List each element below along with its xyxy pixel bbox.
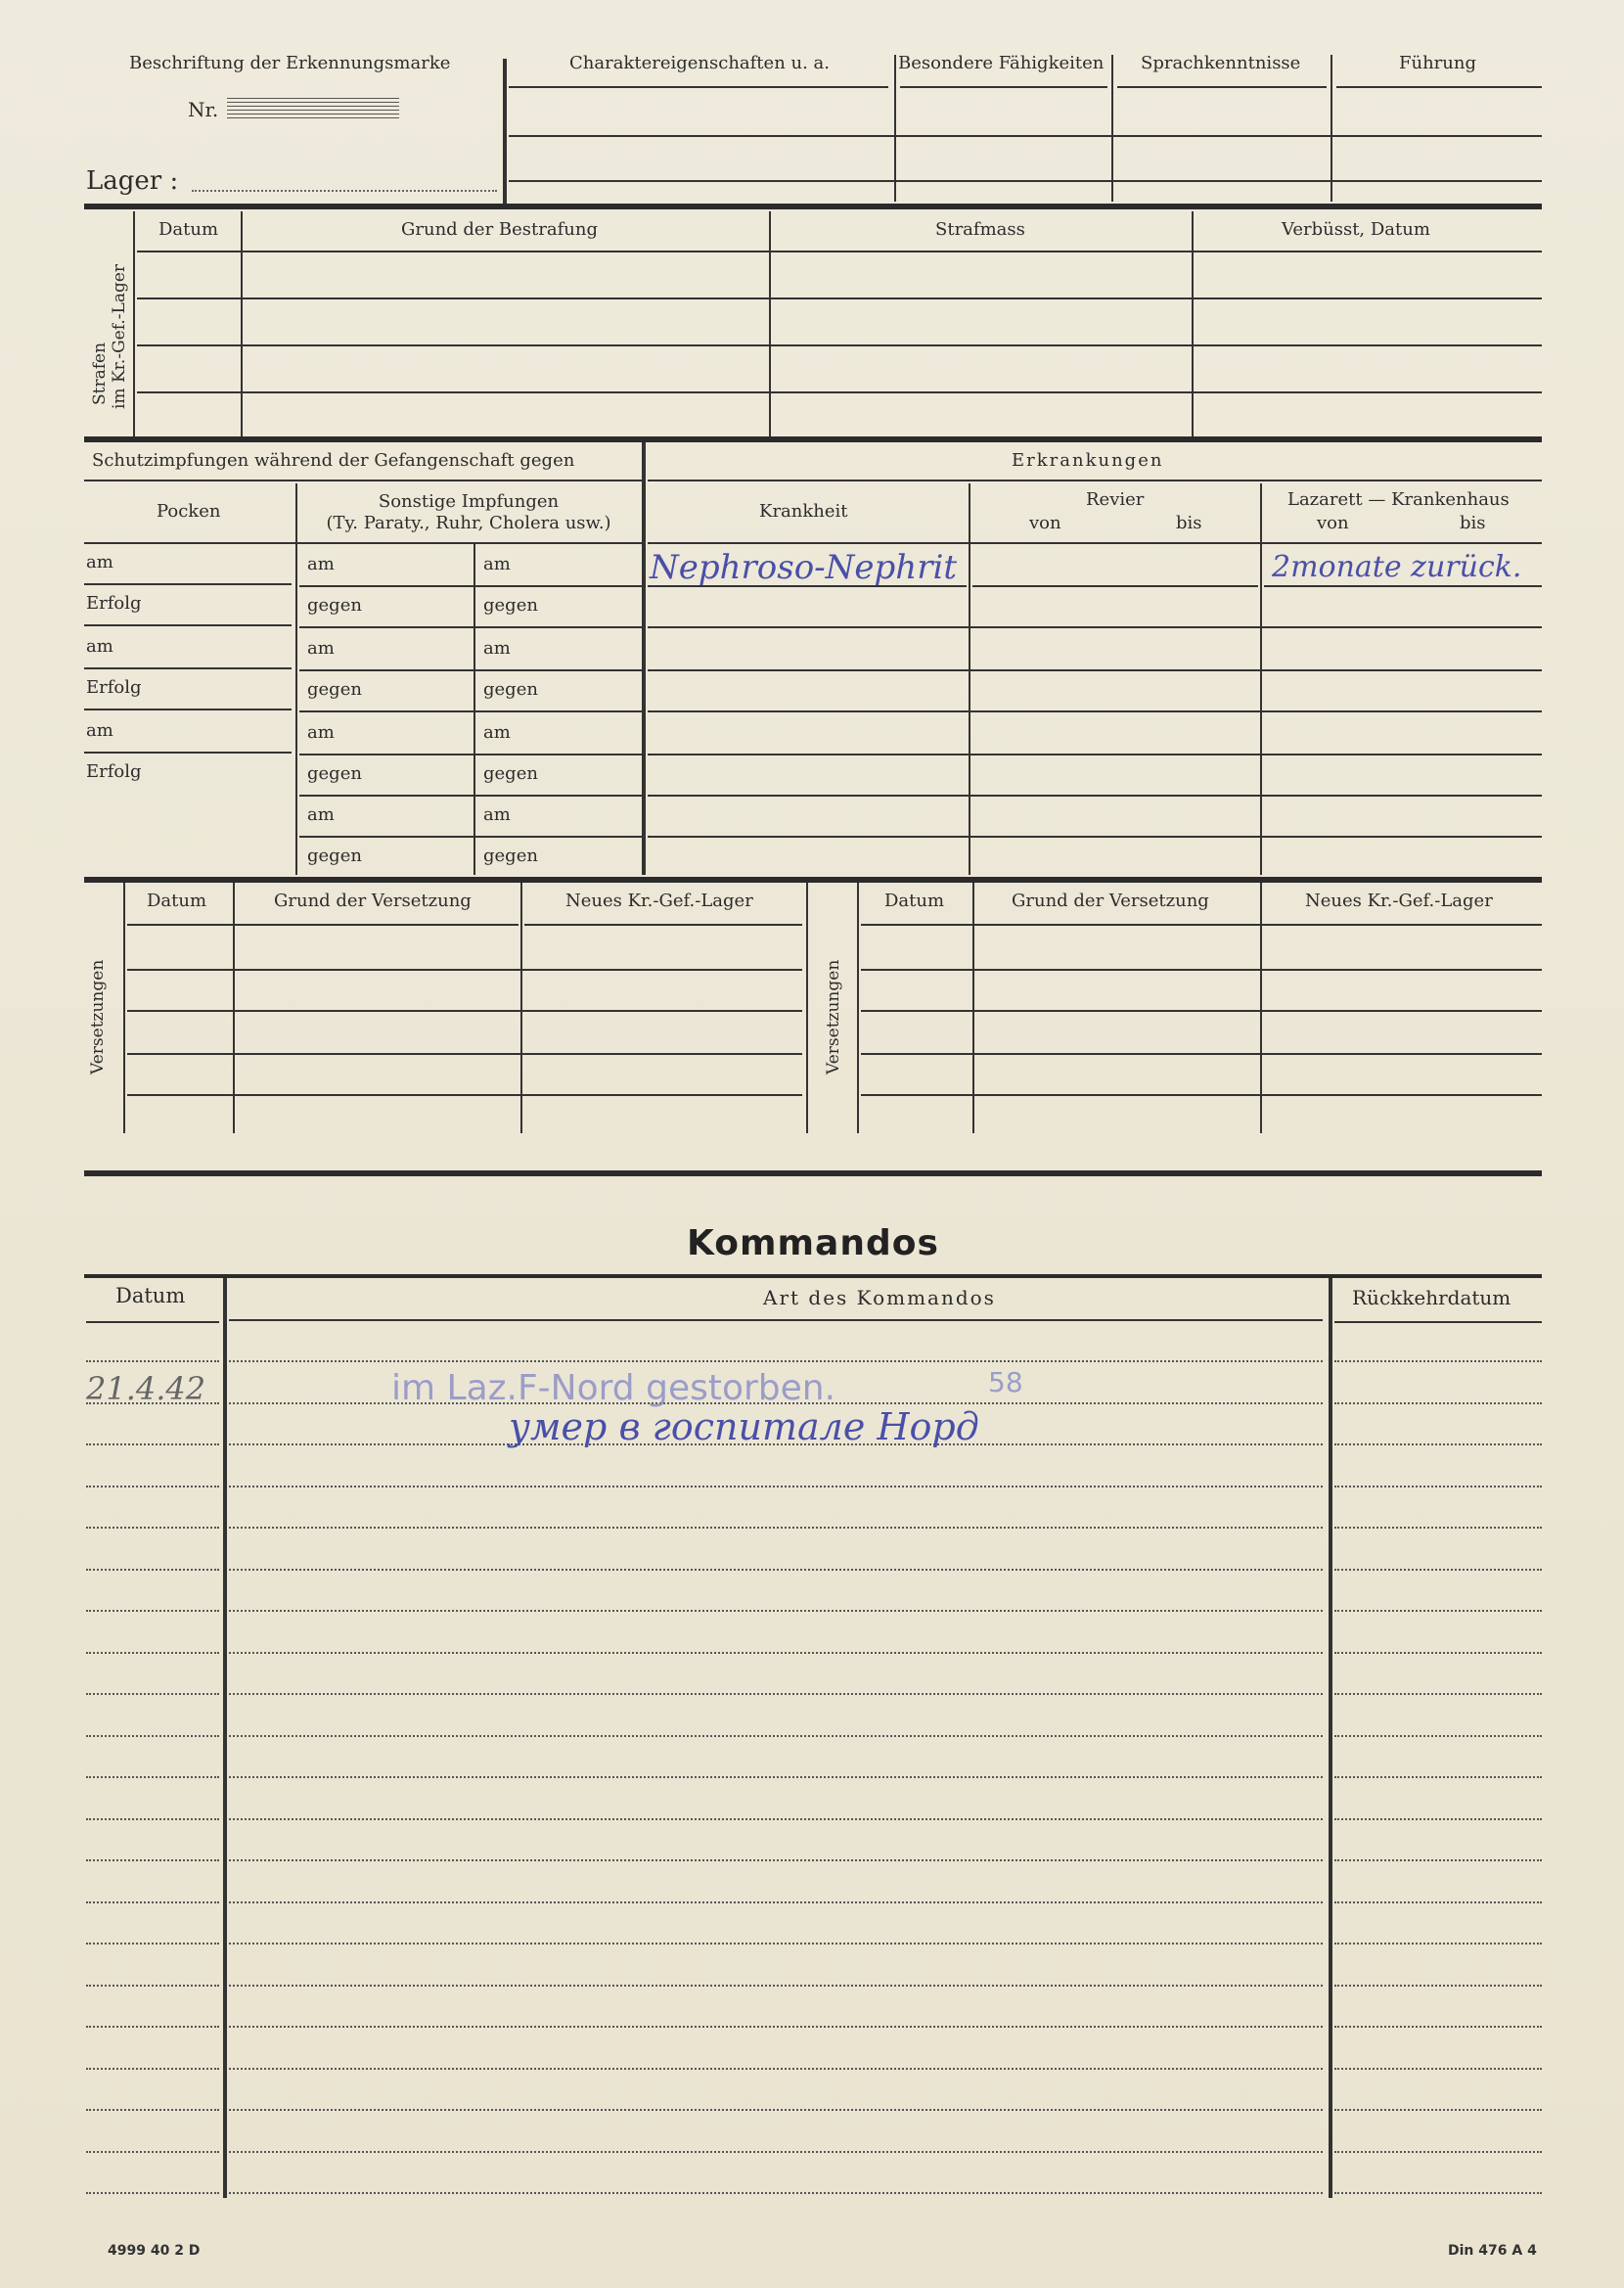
kommandos-ruled-line (1334, 1901, 1542, 1903)
kommandos-ruled-line (1334, 2068, 1542, 2070)
kommandos-ruled-line (229, 1776, 1323, 1778)
footer-left-code: 4999 40 2 D (108, 2243, 201, 2259)
versetzung-grund-right: Grund der Versetzung (1012, 891, 1209, 911)
kommandos-ruled-line (86, 2068, 219, 2070)
kommandos-ruled-line (229, 1527, 1323, 1529)
lazarett-bis-label: bis (1460, 513, 1486, 533)
kommandos-ruled-line (86, 1443, 219, 1445)
kommandos-ruled-line (1334, 1610, 1542, 1612)
kommandos-top-rule (84, 1274, 1542, 1278)
row-line (524, 924, 802, 926)
row-line (299, 754, 642, 755)
charakter-label: Charaktereigenschaften u. a. (569, 53, 831, 73)
kommandos-ruled-line (86, 1360, 219, 1362)
nr-label: Nr. (188, 98, 219, 121)
row-line (127, 1094, 802, 1096)
row-line (127, 969, 802, 971)
col-line (1192, 211, 1194, 436)
section-divider (84, 204, 1542, 209)
kommandos-ruled-line (1334, 1818, 1542, 1820)
col-line (806, 883, 808, 1133)
row-line (648, 480, 1542, 481)
kommandos-ruled-line (1334, 1859, 1542, 1861)
row-line (972, 585, 1258, 587)
erkrankungen-title: Erkrankungen (1012, 450, 1164, 471)
kommandos-ruled-line (229, 2068, 1323, 2070)
kommandos-ruled-line (1334, 1360, 1542, 1362)
faehigkeiten-label: Besondere Fähigkeiten (898, 53, 1105, 73)
footer-right-code: Din 476 A 4 (1448, 2243, 1537, 2259)
row-line (861, 1053, 1542, 1055)
row-line (900, 86, 1107, 88)
pocken-am-3: am (86, 720, 113, 741)
kommandos-ruled-line (86, 1859, 219, 1861)
row-line (229, 1319, 1323, 1321)
kommandos-ruled-line (86, 1776, 219, 1778)
header-divider (503, 59, 507, 204)
row-line (648, 710, 1542, 712)
lager-field (192, 190, 497, 192)
sonstige-b-1: am (483, 554, 511, 574)
kommandos-ruled-line (86, 2109, 219, 2111)
row-line (861, 969, 1542, 971)
sonstige-b-2: gegen (483, 595, 538, 616)
kommandos-ruled-line (1334, 1486, 1542, 1487)
sonstige-a-5: am (307, 722, 335, 743)
pocken-erfolg-2: Erfolg (86, 677, 142, 698)
row-line (509, 180, 1542, 182)
section-divider (84, 1170, 1542, 1176)
row-line (299, 626, 642, 628)
row-line (1336, 86, 1542, 88)
row-line (299, 585, 642, 587)
row-line (1264, 585, 1542, 587)
strafen-datum-label: Datum (158, 219, 219, 240)
row-line (648, 754, 1542, 755)
pocken-am-2: am (86, 636, 113, 657)
kommandos-ruled-line (86, 2151, 219, 2153)
row-line (861, 1010, 1542, 1012)
sonstige-b-6: gegen (483, 763, 538, 784)
pocken-label: Pocken (157, 501, 221, 522)
kommandos-ruled-line (1334, 1402, 1542, 1404)
sonstige-a-2: gegen (307, 595, 362, 616)
kommandos-datum-label: Datum (115, 1284, 186, 1307)
kommandos-ruled-line (229, 1569, 1323, 1571)
row-line (648, 836, 1542, 838)
kommandos-ruled-line (229, 1610, 1323, 1612)
row-line (1334, 1321, 1542, 1323)
sonstige-a-7: am (307, 804, 335, 825)
sonstige-label-2: (Ty. Paraty., Ruhr, Cholera usw.) (326, 513, 611, 533)
kommandos-ruled-line (229, 1693, 1323, 1695)
row-line (137, 391, 1542, 393)
row-line (84, 542, 642, 544)
versetzungen-side-label-left: Versetzungen (88, 959, 108, 1075)
kommandos-ruled-line (229, 1735, 1323, 1737)
kommandos-ruled-line (229, 1901, 1323, 1903)
verbuesst-label: Verbüsst, Datum (1282, 219, 1430, 240)
lazarett-von-label: von (1317, 513, 1349, 533)
row-line (861, 1094, 1542, 1096)
strafen-grund-label: Grund der Bestrafung (401, 219, 598, 240)
kommandos-art-label: Art des Kommandos (763, 1286, 996, 1309)
kommandos-ruled-line (1334, 1943, 1542, 1945)
kommandos-entry-date: 21.4.42 (86, 1370, 206, 1407)
row-line (299, 669, 642, 671)
erkennungsmarke-label: Beschriftung der Erkennungsmarke (129, 53, 451, 73)
kommandos-ruled-line (86, 1486, 219, 1487)
kommandos-ruled-line (229, 1943, 1323, 1945)
kommandos-title: Kommandos (687, 1223, 939, 1263)
row-line (127, 924, 519, 926)
lazarett-label: Lazarett — Krankenhaus (1287, 489, 1510, 510)
row-line (137, 251, 1542, 252)
kommandos-ruled-line (229, 2026, 1323, 2028)
row-line (648, 626, 1542, 628)
kommandos-ruled-line (86, 1901, 219, 1903)
versetzung-datum-left: Datum (147, 891, 207, 911)
kommandos-ruled-line (1334, 2109, 1542, 2111)
pocken-erfolg-1: Erfolg (86, 593, 142, 614)
col-line (133, 211, 135, 436)
sonstige-a-1: am (307, 554, 335, 574)
kommandos-ruled-line (229, 1652, 1323, 1654)
kommandos-ruled-line (86, 2192, 219, 2194)
kommandos-ruled-line (1334, 1776, 1542, 1778)
kommandos-ruled-line (229, 1818, 1323, 1820)
kommandos-col-2 (1329, 1278, 1332, 2198)
row-line (127, 1053, 802, 1055)
row-line (84, 667, 292, 669)
kommandos-ruled-line (229, 1360, 1323, 1362)
kommandos-ruled-line (86, 1693, 219, 1695)
lager-label: Lager : (86, 166, 179, 196)
kommandos-ruled-line (1334, 1735, 1542, 1737)
kommandos-ruled-line (86, 1610, 219, 1612)
versetzung-neues-left: Neues Kr.-Gef.-Lager (565, 891, 753, 911)
strafen-side-label-1: Strafen (90, 342, 110, 405)
row-line (137, 297, 1542, 299)
revier-bis-label: bis (1176, 513, 1202, 533)
impfungen-title: Schutzimpfungen während der Gefangenschaft gegen (92, 450, 575, 471)
sonstige-b-8: gegen (483, 846, 538, 866)
row-line (509, 135, 1542, 137)
row-line (648, 542, 1542, 544)
kommandos-ruled-line (1334, 1443, 1542, 1445)
handwritten-lazarett: 2monate zurück. (1272, 550, 1522, 584)
sprachen-label: Sprachkenntnisse (1141, 53, 1301, 73)
row-line (648, 669, 1542, 671)
impf-erkr-divider (642, 442, 646, 875)
kommandos-ruled-line (1334, 1985, 1542, 1987)
kommandos-ruled-line (229, 2192, 1323, 2194)
kommandos-ruled-line (1334, 2026, 1542, 2028)
row-line (509, 86, 888, 88)
handwritten-krankheit: Nephroso-Nephrit (650, 548, 957, 587)
sonstige-a-6: gegen (307, 763, 362, 784)
sonstige-b-3: am (483, 638, 511, 659)
kommandos-ruled-line (86, 2026, 219, 2028)
kommandos-ruled-line (1334, 2192, 1542, 2194)
row-line (84, 752, 292, 754)
row-line (84, 709, 292, 710)
strafen-side-label-2: im Kr.-Gef.-Lager (110, 263, 129, 409)
kommandos-col-1 (223, 1278, 227, 2198)
row-line (84, 480, 642, 481)
row-line (299, 836, 642, 838)
row-line (137, 344, 1542, 346)
row-line (84, 624, 292, 626)
kommandos-ruled-line (1334, 1652, 1542, 1654)
row-line (648, 795, 1542, 797)
section-divider (84, 877, 1542, 883)
row-line (127, 1010, 802, 1012)
kommandos-ruled-line (86, 1943, 219, 1945)
kommandos-entry-typed-num: 58 (988, 1366, 1023, 1398)
pocken-erfolg-3: Erfolg (86, 761, 142, 782)
versetzungen-side-label-right: Versetzungen (824, 959, 843, 1075)
row-line (299, 710, 642, 712)
col-line (769, 211, 771, 436)
kommandos-ruled-line (86, 1985, 219, 1987)
kommandos-ruled-line (1334, 1569, 1542, 1571)
col-line (857, 883, 859, 1133)
sonstige-b-5: am (483, 722, 511, 743)
row-line (86, 1321, 219, 1323)
kommandos-ruled-line (1334, 2151, 1542, 2153)
strafmass-label: Strafmass (935, 219, 1025, 240)
sonstige-label-1: Sonstige Impfungen (378, 491, 560, 512)
row-line (861, 924, 1542, 926)
fuehrung-label: Führung (1399, 53, 1476, 73)
kommandos-ruled-line (229, 1985, 1323, 1987)
versetzung-grund-left: Grund der Versetzung (274, 891, 472, 911)
kommandos-ruled-line (86, 1527, 219, 1529)
col-line (123, 883, 125, 1133)
kommandos-ruled-line (229, 1486, 1323, 1487)
versetzung-neues-right: Neues Kr.-Gef.-Lager (1305, 891, 1493, 911)
sonstige-a-4: gegen (307, 679, 362, 700)
revier-von-label: von (1029, 513, 1061, 533)
krankheit-label: Krankheit (759, 501, 848, 522)
kommandos-ruled-line (86, 1818, 219, 1820)
kommandos-ruled-line (86, 1735, 219, 1737)
sonstige-a-3: am (307, 638, 335, 659)
row-line (84, 583, 292, 585)
kommandos-entry-typed: im Laz.F-Nord gestorben. (391, 1368, 836, 1408)
col-line (474, 544, 475, 875)
kommandos-rueckkehr-label: Rückkehrdatum (1352, 1286, 1511, 1309)
pocken-am-1: am (86, 552, 113, 572)
kommandos-ruled-line (86, 1652, 219, 1654)
kommandos-ruled-line (229, 1859, 1323, 1861)
col-line (241, 211, 243, 436)
sonstige-a-8: gegen (307, 846, 362, 866)
kommandos-entry-handwritten: умер в госпитале Норд (509, 1405, 979, 1448)
nr-field-lines (227, 98, 399, 121)
sonstige-b-7: am (483, 804, 511, 825)
kommandos-ruled-line (1334, 1527, 1542, 1529)
kommandos-ruled-line (229, 2151, 1323, 2153)
sonstige-b-4: gegen (483, 679, 538, 700)
kommandos-ruled-line (86, 1569, 219, 1571)
versetzung-datum-right: Datum (884, 891, 945, 911)
kommandos-ruled-line (229, 2109, 1323, 2111)
row-line (1117, 86, 1327, 88)
row-line (299, 795, 642, 797)
kommandos-ruled-line (1334, 1693, 1542, 1695)
section-divider (84, 436, 1542, 442)
revier-label: Revier (1086, 489, 1145, 510)
